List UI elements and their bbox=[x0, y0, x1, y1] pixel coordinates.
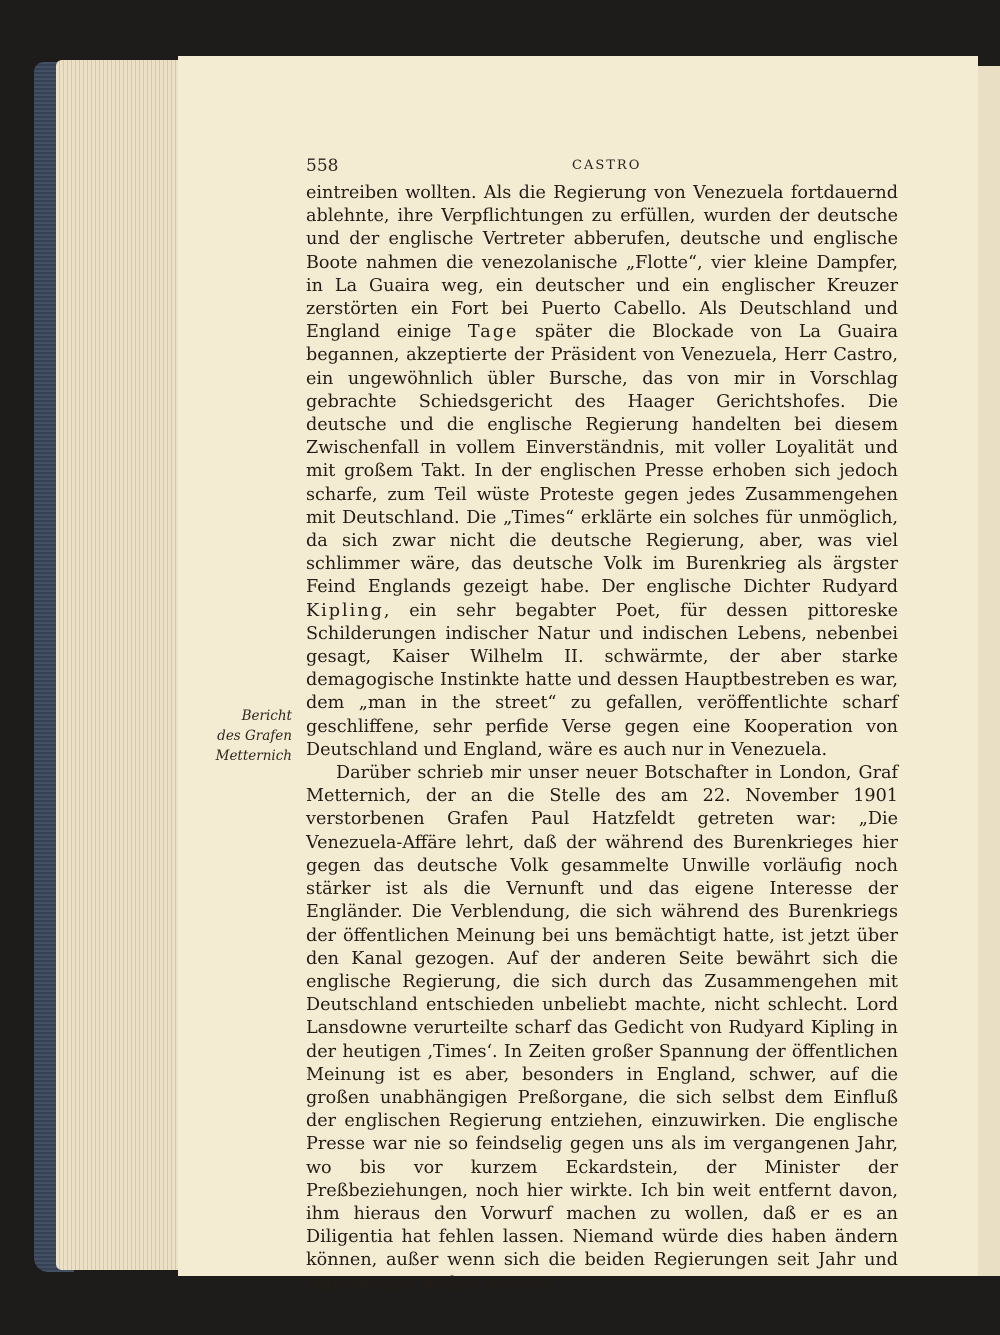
page-header bbox=[306, 156, 898, 180]
paragraph-text: , ein sehr begabter Poet, für dessen pittoreske Schilderungen indischer Natur und indischen Lebens, nebenbei gesagt, Kaiser Wilhelm II. schwärmte, der aber starke demagogische Instinkte hatte und dessen Hauptbestreben es war, dem „man in the street“ zu gefallen, veröffentlichte scharf geschliffene, sehr perfide Verse gegen eine Kooperation von Deutschland und England, wäre es auch nur in Venezuela. bbox=[306, 600, 898, 760]
marginal-note-line: des Grafen bbox=[217, 728, 292, 744]
facing-page-edge bbox=[975, 66, 1000, 1276]
marginal-note-line: Bericht bbox=[241, 708, 292, 724]
marginal-note-line: Metternich bbox=[215, 748, 292, 764]
spaced-word: Tage bbox=[467, 322, 519, 343]
paragraph bbox=[306, 182, 898, 762]
page-number: 558 bbox=[306, 156, 339, 176]
paragraph: Darüber schrieb mir unser neuer Botschafter in London, Graf Metternich, der an die Stelle des am 22. November 1901 verstorbenen Grafen Paul Hatzfeldt getreten war: „Die Venezuela-Affäre lehrt, daß der während des Burenkrieges hier gegen das deutsche Volk gesammelte Unwille vorläufig noch stärker ist als die Vernunft und das eigene Interesse der Engländer. Die Verblendung, die sich während des Burenkriegs der öffentlichen Meinung bei uns bemächtigt hatte, ist jetzt über den Kanal gezogen. Auf der anderen Seite bewährt sich die englische Regierung, die sich durch das Zusammengehen mit Deutschland entschieden unbeliebt machte, nicht schlecht. Lord Lansdowne verurteilte scharf das Gedicht von Rudyard Kipling in der heutigen ‚Times‘. In Zeiten großer Spannung der öffentlichen Meinung ist es aber, besonders in England, schwer, auf die großen unabhängigen Preßorgane, die sich selbst dem Einfluß der englischen Regierung entziehen, einzuwirken. Die englische Presse war nie so feindselig gegen uns als im vergangenen Jahr, wo bis vor kurzem Eckardstein, der Minister der Preßbeziehungen, noch hier wirkte. Ich bin weit entfernt davon, ihm hieraus den Vorwurf machen zu wollen, daß er es an Diligentia hat fehlen lassen. Niemand würde dies haben ändern können, außer wenn sich die beiden Regierungen seit Jahr und Tag weniger in den Haaren bbox=[306, 763, 898, 1294]
paragraph-text: eintreiben wollten. Als die Regierung von Venezuela fortdauernd ablehnte, ihre Verpflichtungen zu erfüllen, wurden der deutsche und der englische Vertreter abberufen, deutsche und englische Boote nahmen die venezolanische „Flotte“, vier kleine Dampfer, in La Guaira weg, ein deutscher und ein englischer Kreuzer zerstörten ein Fort bei Puerto Cabello. Als Deutschland und England einige bbox=[306, 183, 898, 343]
running-head: CASTRO bbox=[572, 158, 642, 173]
marginal-note bbox=[200, 706, 292, 766]
paragraph-text: später die Blockade von La Guaira begannen, akzeptierte der Präsident von Venezuela, Herr Castro, ein ungewöhnlich übler Bursche, das von mir in Vorschlag gebrachte Schiedsgericht des Haager Gerichtshofes. Die deutsche und die englische Regierung handelten bei diesem Zwischenfall in vollem Einverständnis, mit voller Loyalität und mit großem Takt. In der englischen Presse erhoben sich jedoch scharfe, zum Teil wüste Proteste gegen jedes Zusammengehen mit Deutschland. Die „Times“ erklärte ein solches für unmöglich, da sich zwar nicht die deutsche Regierung, aber, was viel schlimmer wäre, das deutsche Volk im Burenkrieg als ärgster Feind Englands gezeigt habe. Der englische Dichter Rudyard bbox=[306, 322, 898, 598]
body-text bbox=[306, 182, 898, 1296]
page-stack-edge bbox=[56, 60, 196, 1270]
spaced-word: Kipling bbox=[306, 600, 384, 621]
